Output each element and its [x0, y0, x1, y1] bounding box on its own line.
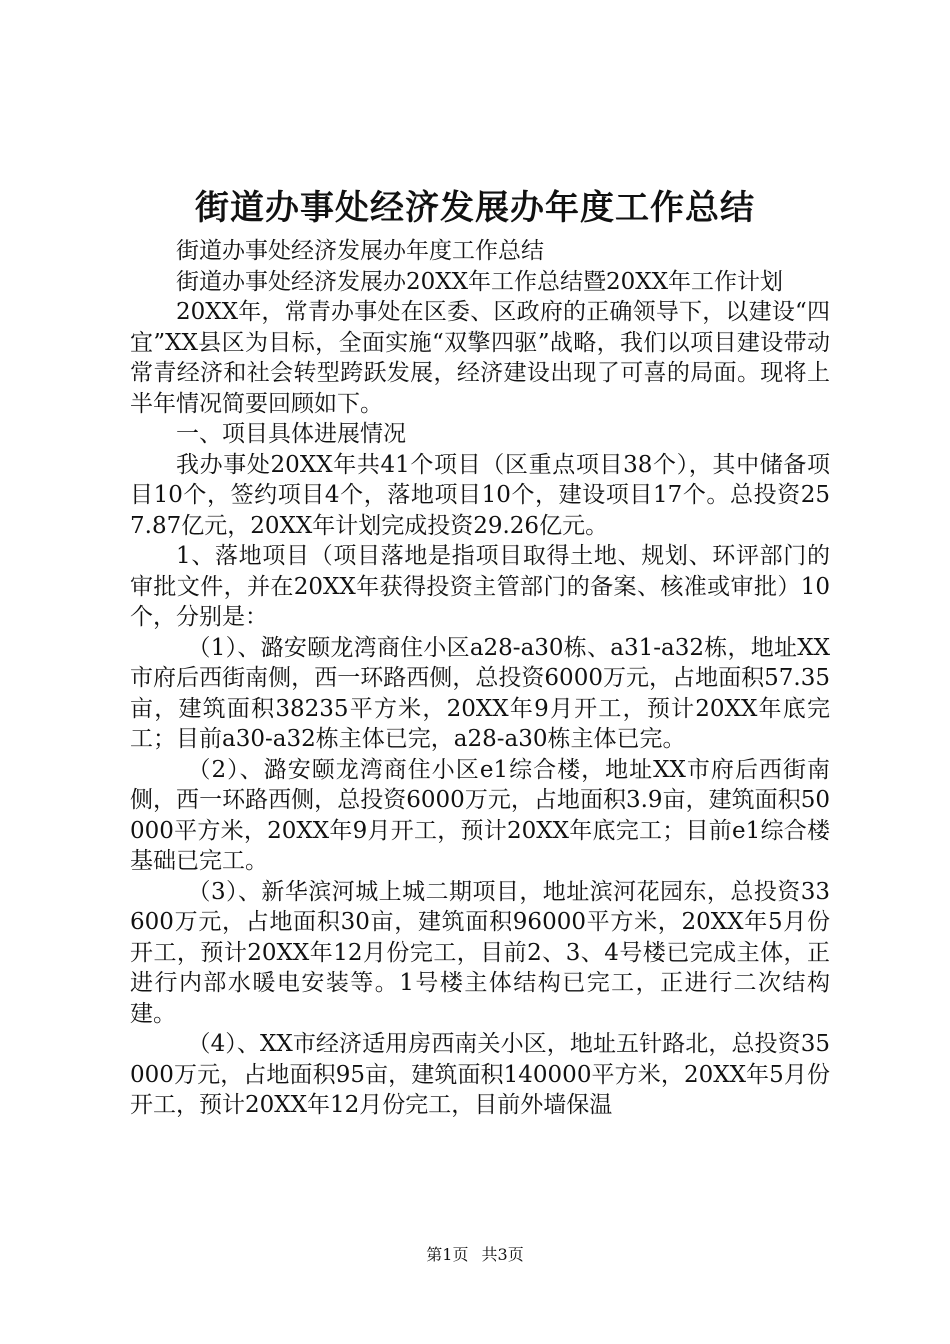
paragraph-landed-projects: 1、落地项目（项目落地是指项目取得土地、规划、环评部门的审批文件，并在20XX年获得投资主管部门的备案、核准或审批）10个，分别是： [130, 543, 830, 630]
page-number: 第1页 [426, 1245, 469, 1264]
paragraph-heading: 街道办事处经济发展办20XX年工作总结暨20XX年工作计划 [176, 268, 784, 295]
paragraph-subtitle: 街道办事处经济发展办年度工作总结 [176, 238, 544, 264]
document-body [130, 236, 830, 1121]
paragraph-item-2: （2）、潞安颐龙湾商住小区e1综合楼，地址XX市府后西街南侧，西一环路西侧，总投资6000万元，占地面积3.9亩，建筑面积50000平方米，20XX年9月开工，预计20XX年底完工；目前e1综合楼基础已完工。 [130, 756, 830, 874]
document-title: 街道办事处经济发展办年度工作总结 [195, 188, 755, 228]
section-heading: 一、项目具体进展情况 [176, 421, 406, 447]
paragraph-overview: 我办事处20XX年共41个项目（区重点项目38个），其中储备项目10个，签约项目4个，落地项目10个，建设项目17个。总投资257.87亿元，20XX年计划完成投资29.26亿元。 [130, 451, 830, 539]
paragraph-intro: 20XX年，常青办事处在区委、区政府的正确领导下，以建设“四宜”XX县区为目标，全面实施“双擎四驱”战略，我们以项目建设带动常青经济和社会转型跨跃发展，经济建设出现了可喜的局面。现将上半年情况简要回顾如下。 [130, 299, 830, 417]
paragraph-item-4: （4）、XX市经济适用房西南关小区，地址五针路北，总投资35000万元，占地面积95亩，建筑面积140000平方米，20XX年5月份开工，预计20XX年12月份完工，目前外墙保温 [130, 1031, 830, 1118]
paragraph-item-1: （1）、潞安颐龙湾商住小区a28-a30栋、a31-a32栋，地址XX市府后西街南侧，西一环路西侧，总投资6000万元，占地面积57.35亩，建筑面积38235平方米，20XX年9月开工，预计20XX年底完工；目前a30-a32栋主体已完，a28-a30栋主体已完。 [130, 634, 830, 752]
page-total: 共3页 [481, 1245, 524, 1264]
paragraph-item-3: （3）、新华滨河城上城二期项目，地址滨河花园东，总投资33600万元，占地面积30亩，建筑面积96000平方米，20XX年5月份开工，预计20XX年12月份完工，目前2、3、4号楼已完成主体，正进行内部水暖电安装等。1号楼主体结构已完工，正进行二次结构建。 [130, 878, 830, 1027]
page-footer [0, 1244, 950, 1266]
